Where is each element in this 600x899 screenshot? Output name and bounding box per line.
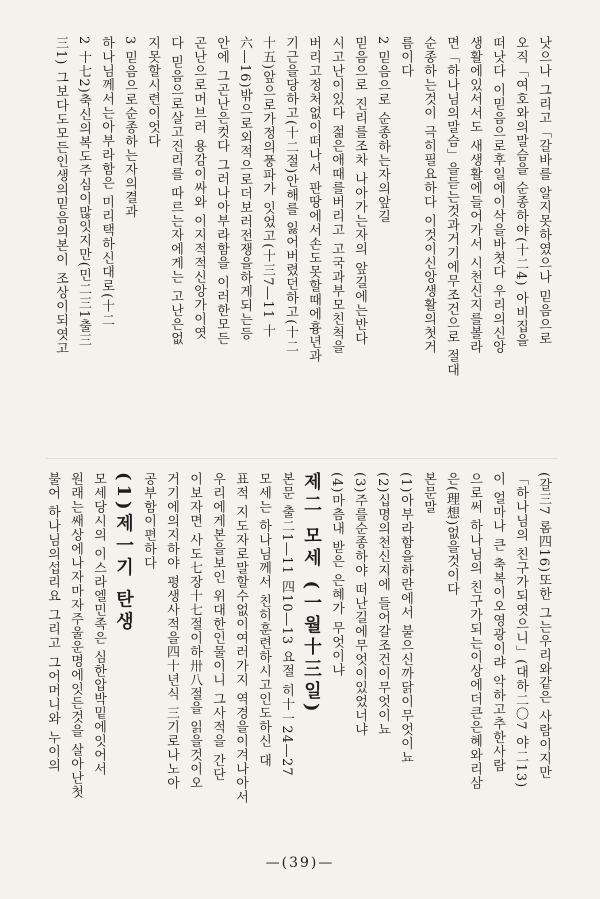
text-column: 원래는쌔상에나자마자주울운명에잇든것을 살아난첫 xyxy=(68,472,83,800)
text-column: 지못할시련이엇다 xyxy=(145,36,160,148)
text-column: 「하나님의 친구가되엿으니」(대하二〇7 야二13) xyxy=(513,472,528,789)
text-column: 2 十七2)축신의복도주심이많잇지만(민二三1출三 xyxy=(76,36,91,348)
text-column: 六―16)밖으로외적으로더보러전쟁을하게되는등 xyxy=(237,36,252,341)
text-column: (갈三7 롬四16)또한 그는우리와같은 사람이지만 xyxy=(536,472,551,780)
section-heading: 3 믿음으로순종하는자의결과 xyxy=(122,36,137,219)
text-column: 름이다 xyxy=(398,36,413,78)
text-column: 기근을당하고(十二절)안해를 잃어버렸던하고(十二 xyxy=(283,36,298,354)
text-column: 하나님께서는아부라함은 미리택하신대로(十二 xyxy=(99,36,114,328)
question-item: (1)아부라함을하란에서 불으신까닭이무엇이뇨 xyxy=(398,472,413,765)
text-column: 버리고정처없이떠나서 판땅에서손도못할때에흉년과 xyxy=(306,36,321,364)
text-column: 이보자면 사도七장十七절이하卅八절을 읽을것이오 xyxy=(187,472,202,791)
text-column: 은(理想)없을것이다 xyxy=(444,472,459,597)
text-column: 순종하는것이 극히필요하다 이것이신앙생활의첫거 xyxy=(421,36,436,355)
question-item: (3)주를순종하야 떠난길에무엇이있었너냐 xyxy=(352,472,367,737)
text-column: 이 얼마나 큰 축복이오영광이랴 악하고추한사람 xyxy=(490,472,505,773)
text-column: 모세당시의 이스라엘민족은 심한압박밑에잇어서 xyxy=(91,472,106,777)
page-number: —(39)— xyxy=(265,855,335,871)
section-heading: 2 믿음으로 순종하는자의앞길 xyxy=(375,36,390,224)
text-column: 불어 하나님의섭리요 그리고 그어머니와 누이의 xyxy=(45,472,60,773)
text-column: 우리에게본을보인 위대한인물이니 그사적을 간단 xyxy=(210,472,225,782)
text-column: 안에 그곤난은컷다 그러나아부라함을 이러한모든 xyxy=(214,36,229,346)
text-column: 면「하나님의말슴」을듣는것과거기에무조건으로 절대 xyxy=(444,36,459,378)
text-reference: 본문 출二1―11 四10―13 요절 히十一24―27 xyxy=(279,472,294,777)
question-item: (4)마츰내 받은 은혜가 무엇이냐 xyxy=(329,472,344,677)
section-heading: 본문말 xyxy=(421,472,436,514)
question-item: (2)십명의천신지에 들어갈조건이무엇이뇨 xyxy=(375,472,390,737)
text-column: 오직「여호와의말슴을 순종하야(十二4) 아비집을 xyxy=(513,36,528,348)
text-column: 十五)앞으로가정의풍파가 잇었고(十三7―11 十 xyxy=(260,36,275,339)
text-column: 거기에의지하야 평생사적을四十년식 三기로나노아 xyxy=(164,472,179,791)
text-column: 곤난으로머브러 용감이싸와 이지적적신앙가이엿 xyxy=(191,36,206,341)
text-column: 공부함이편하다 xyxy=(141,472,156,570)
subsection-heading: (1)제一기 탄생 xyxy=(113,472,134,634)
text-column: 三1) 그보다도모든인생의믿음의본이 조상이되엿고 xyxy=(53,36,68,356)
text-column: 으로써 하나님의 친구가되는이상에더큰은혜와리삼 xyxy=(467,472,482,791)
text-column: 시고난이있다 젊은애때를버리고 고국과부모친척을 xyxy=(329,36,344,355)
text-column: 표적 지도자로말할수없이여러가지 역경을이겨나아서 xyxy=(233,472,248,805)
text-column: 떠낫다 이믿음으로후일에이삭을바쳣다 우리의신앙 xyxy=(490,36,505,355)
text-column: 낫으나 그리고「갈바를 알지못하였으나 믿음으로 xyxy=(536,36,551,346)
section-divider xyxy=(46,458,558,459)
text-column: 다 믿음으로살고진리를 따르는자에게는 고난은없 xyxy=(168,36,183,346)
text-column: 믿음으로 진리를조차 나아가는자의 앞길에는반다 xyxy=(352,36,367,346)
lesson-title: 제二 모세 (一월十三일) xyxy=(301,472,322,716)
text-column: 생활에있서서도 새생활에들어가서 시천신지를볼라 xyxy=(467,36,482,355)
text-column: 모세는 하나님께서 친히훈련하시고인도하신 대 xyxy=(256,472,271,768)
